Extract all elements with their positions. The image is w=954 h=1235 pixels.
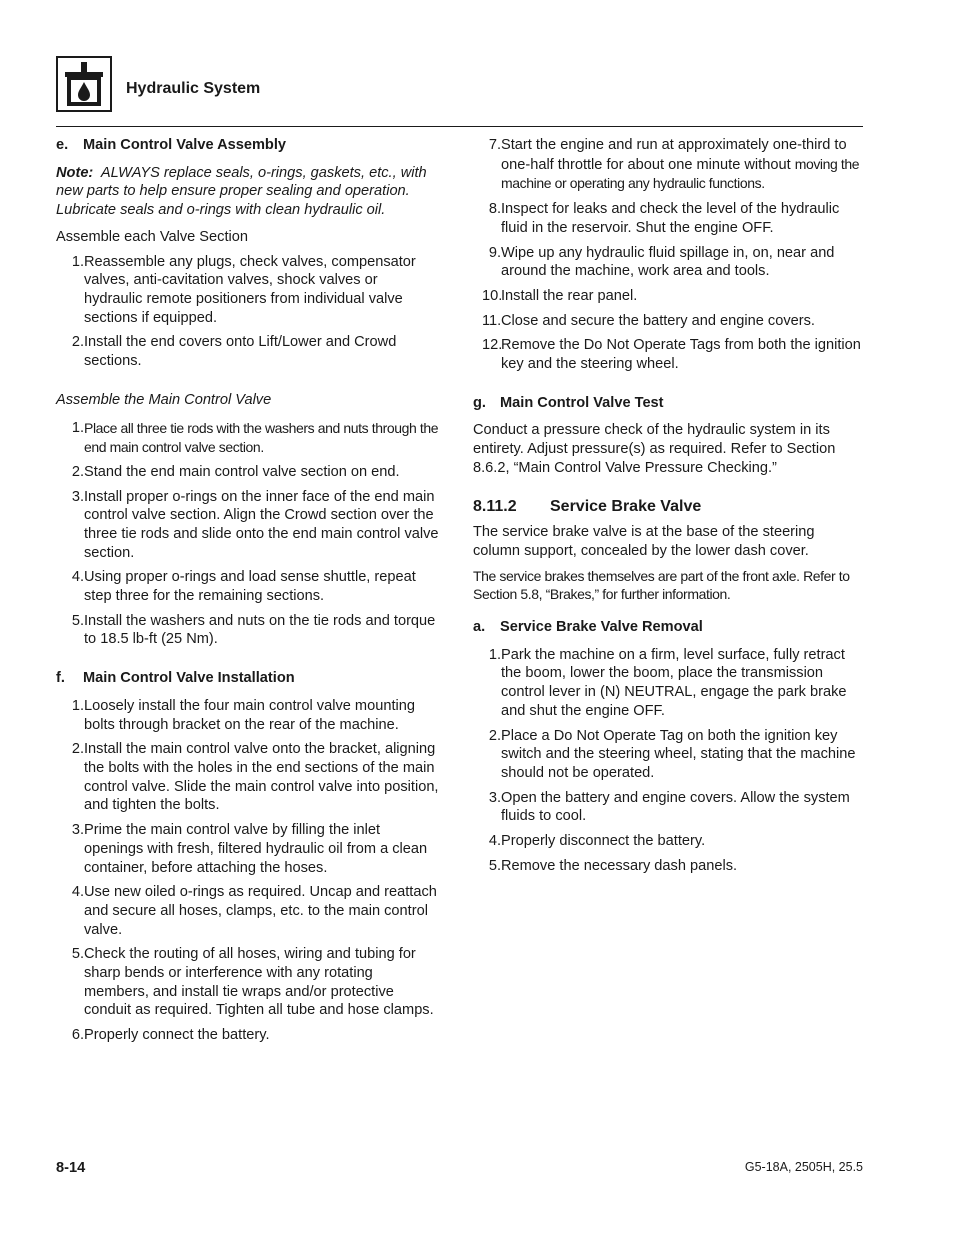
list-item: 4. Using proper o-rings and load sense shuttle, repeat step three for the remaining sections. (71, 569, 416, 605)
list-item: 3. Prime the main control valve by filling the inlet openings with fresh, filtered hydraulic oil from a clean container, before attaching the hoses. (71, 822, 428, 876)
page-number: 8-14 (56, 1160, 86, 1176)
list-item: 2. Install the end covers onto Lift/Lower and Crowd sections. (71, 334, 397, 370)
list-item: 5. Install the washers and nuts on the tie rods and torque to 18.5 lb-ft (25 Nm). (71, 612, 436, 648)
list-item: 1. Reassemble any plugs, check valves, compensator valves, anti-cavitation valves, shock valves or hydraulic remote positioners from individual valve sections if equipped. (71, 253, 416, 326)
heading-service-brake-valve-removal: a. Service Brake Valve Removal (473, 619, 703, 636)
installation-steps-continued (473, 136, 863, 374)
heading-main-control-valve-installation: f. Main Control Valve Installation (56, 670, 295, 687)
test-paragraph: Conduct a pressure check of the hydraulic system in its entirety. Adjust pressure(s) as required. Refer to Section 8.6.2, “Main Control Valve Pressure Checking.” (473, 422, 836, 476)
list-item: 10. Install the rear panel. (482, 287, 638, 304)
assemble-main-steps (56, 419, 440, 649)
section-title: Hydraulic System (126, 80, 261, 97)
header-divider (56, 126, 863, 127)
assemble-main-label: Assemble the Main Control Valve (56, 391, 272, 408)
assemble-each-steps (56, 253, 440, 371)
list-item: 7. Start the engine and run at approximately one-third to one-half throttle for about one minute without moving the machine or operating any hydraulic functions. (488, 137, 860, 192)
brake-paragraph-2: The service brakes themselves are part of the front axle. Refer to Section 5.8, “Brakes,” for further information. (473, 567, 850, 603)
list-item: 12. Remove the Do Not Operate Tags from both the ignition key and the steering wheel. (482, 337, 861, 373)
heading-main-control-valve-test: g. Main Control Valve Test (473, 394, 664, 411)
list-item: 1. Place all three tie rods with the washers and nuts through the end main control valve section. (71, 420, 439, 456)
list-item: 8. Inspect for leaks and check the level of the hydraulic fluid in the reservoir. Shut the engine OFF. (488, 201, 840, 236)
removal-steps (473, 646, 863, 876)
hydraulic-reservoir-icon (56, 56, 112, 112)
list-item: 5. Remove the necessary dash panels. (488, 857, 738, 874)
list-item: 6. Properly connect the battery. (71, 1027, 270, 1044)
list-item: 2. Place a Do Not Operate Tag on both the ignition key switch and the steering wheel, stating that the machine should not be operated. (488, 727, 856, 781)
note-text: ALWAYS replace seals, o-rings, gaskets, etc., with new parts to help ensure proper sealing and operation. Lubricate seals and o-rings with clean hydraulic oil. (56, 164, 427, 219)
list-item: 2. Stand the end main control valve section on end. (71, 463, 400, 480)
brake-paragraph-1: The service brake valve is at the base of the steering column support, concealed by the lower dash cover. (473, 524, 815, 559)
list-item: 2. Install the main control valve onto the bracket, aligning the bolts with the holes in the end sections of the main control valve. Slide the main control valve into position, and tighten the bolts. (71, 741, 439, 814)
list-item: 11. Close and secure the battery and engine covers. (482, 312, 815, 329)
list-item: 3. Open the battery and engine covers. Allow the system fluids to cool. (488, 789, 850, 825)
list-item: 5. Check the routing of all hoses, wiring and tubing for sharp bends or interference with any rotating members, and install tie wraps and/or protective conduit as required. Tighten all tube and hose clamps. (71, 946, 434, 1019)
note-label: Note: (56, 164, 94, 181)
list-item: 9. Wipe up any hydraulic fluid spillage in, on, near and around the machine, work area and tools. (488, 244, 835, 280)
heading-main-control-valve-assembly: e. Main Control Valve Assembly (56, 137, 287, 153)
list-item: 1. Loosely install the four main control valve mounting bolts through bracket on the rear of the machine. (71, 697, 415, 733)
document-id: G5-18A, 2505H, 25.5 (744, 1160, 863, 1174)
list-item: 4. Properly disconnect the battery. (488, 833, 706, 850)
right-column (473, 136, 863, 888)
heading-service-brake-valve: 8.11.2 Service Brake Valve (473, 497, 702, 515)
assemble-each-label: Assemble each Valve Section (56, 228, 248, 245)
list-item: 1. Park the machine on a firm, level surface, fully retract the boom, lower the boom, place the transmission control lever in (N) NEUTRAL, engage the park brake and shut the engine OFF. (488, 646, 847, 719)
installation-steps (56, 697, 440, 1045)
note-block (56, 164, 440, 220)
list-item: 4. Use new oiled o-rings as required. Uncap and reattach and secure all hoses, clamps, etc. to the main control valve. (71, 884, 437, 938)
list-item: 3. Install proper o-rings on the inner face of the end main control valve section. Align the Crowd section over the three tie rods and slide onto the end main control valve section. (71, 488, 439, 561)
left-column (56, 136, 440, 1057)
